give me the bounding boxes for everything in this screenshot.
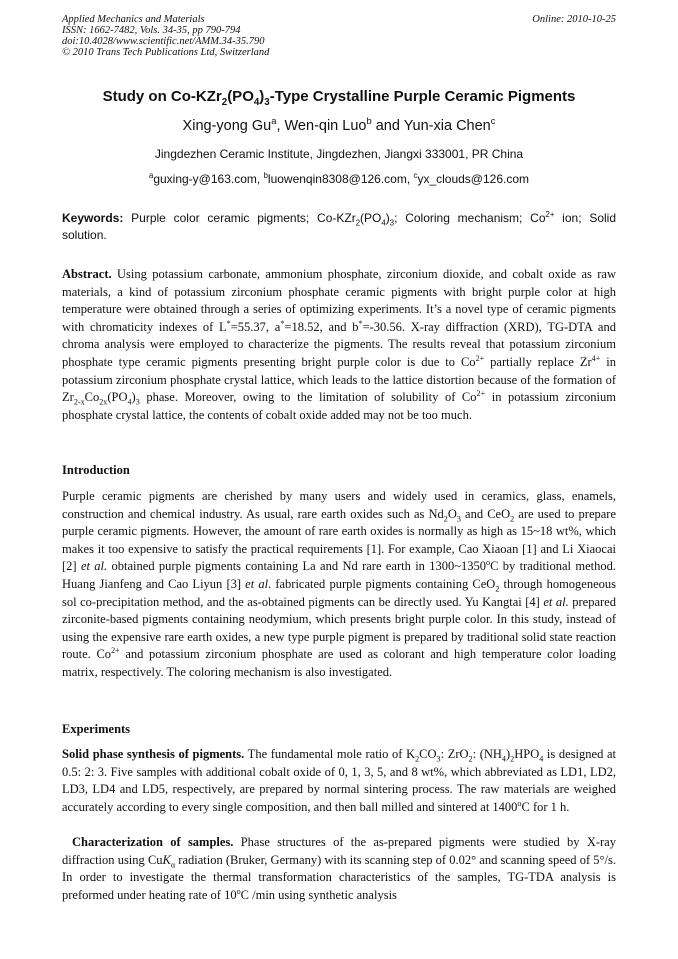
doi-line: doi:10.4028/www.scientific.net/AMM.34-35.790: [62, 36, 265, 47]
abstract-label: Abstract.: [62, 267, 112, 281]
online-date: Online: 2010-10-25: [532, 14, 616, 25]
copyright-line: © 2010 Trans Tech Publications Ltd, Switzerland: [62, 47, 270, 58]
introduction-heading: Introduction: [62, 463, 130, 477]
author-emails: $^a$guxing-y@163.com, $^b$luowenqin8308@126.com, $^c$yx_clouds@126.com: [148, 171, 530, 186]
solid-synthesis-paragraph: Solid phase synthesis of pigments. The fundamental mole ratio of $K_2CO_3$: ZrO$_2$: $(NH_4)_2HPO_4$ is designed at 0.5: 2: 3. Five samples with additional cobalt oxide of 0, 1, 3, 5, and 8 wt%, which abbreviated as LD1, LD2, LD3, LD4 and LD5, respectively, are prepared by normal sintering process. The raw materials are weighed accurately according to every single composition, and then ball milled and sintered at 1400$^o$C for 1 h.: [62, 747, 616, 814]
characterization-paragraph: Characterization of samples. Phase structures of the as-prepared pigments were studied by X-ray diffraction using CuK$_\alpha$ radiation (Bruker, Germany) with its scanning step of 0.02° and scanning speed of 5°/s. In order to investigate the thermal transformation characteristics of the samples, TG-TDA analysis is preformed under heating rate of 10$^o$C /min using synthetic analysis: [62, 835, 617, 902]
abstract: Abstract. Using potassium carbonate, ammonium phosphate, zirconium dioxide, and cobalt oxide as raw materials, a kind of potassium zirconium phosphate ceramic pigments with bright purple color at high temperature were obtained through a series of optimizing experiments. It’s a novel type of ceramic pigments with chromaticity indexes of L*=55.37, a*=18.52, and b*=-30.56. X-ray diffraction (XRD), TG-DTA and chroma analysis were employed to characterize the pigments. The results reveal that potassium zirconium phosphate type ceramic pigments presenting bright purple color is due to $Co^{2+}$ partially replace $Zr^{4+}$ in potassium zirconium phosphate crystal lattice, which leads to the lattice distortion because of the formation of $Zr_{2-x}Co_{2x}(PO_4)_3$ phase. Moreover, owing to the limitation of solubility of $Co^{2+}$ in potassium zirconium phosphate crystal lattice, the contents of cobalt oxide added may not be too much.: [62, 267, 616, 422]
paper-title: Study on $Co-KZr_2(PO_4)_3$-Type Crystalline Purple Ceramic Pigments: [102, 88, 576, 108]
characterization-label: Characterization of samples.: [72, 835, 234, 849]
publication-info: [62, 14, 616, 58]
author-list: Xing-yong Gu$^a$, Wen-qin Luo$^b$ and Yun-xia Chen$^c$: [182, 115, 496, 134]
keywords: Keywords: Purple color ceramic pigments; $Co-KZr_2(PO_4)_3$; Coloring mechanism; $Co^{2+}$ ion; Solid solution.: [62, 210, 616, 242]
solid-synthesis-label: Solid phase synthesis of pigments.: [62, 747, 245, 761]
issn-line: ISSN: 1662-7482, Vols. 34-35, pp 790-794: [62, 25, 241, 36]
introduction-paragraph: Purple ceramic pigments are cherished by many users and widely used in ceramics, glass, enamels, construction and chemical industry. As usual, rare earth oxides such as $Nd_2O_3$ and CeO$_2$ are used to prepare purple ceramic pigments. However, the amount of rare earth oxides is normally as high as 15~18 wt%, which makes it too expensive to satisfy the practical requirements [1]. For example, Cao Xiaoan [1] and Li Xiaocai [2] et al. obtained purple pigments containing La and Nd rare earth in 1300~1350$^o$C by traditional method. Huang Jianfeng and Cao Liyun [3] et al. fabricated purple pigments containing CeO$_2$ through homogeneous sol co-precipitation method, and the as-obtained pigments can be directly used. Yu Kangtai [4] et al. prepared zirconite-based pigments containing neodymium, which presents bright purple color. In this study, instead of using the expensive rare earth oxides, a new type purple pigment is prepared by traditional solid state reaction route. $Co^{2+}$ and potassium zirconium phosphate are used as colorant and high temperature color loading matrix, respectively. The coloring mechanism is also investigated.: [62, 489, 617, 679]
journal-name: Applied Mechanics and Materials: [62, 14, 205, 25]
affiliation: Jingdezhen Ceramic Institute, Jingdezhen, Jiangxi 333001, PR China: [154, 147, 524, 161]
experiments-heading: Experiments: [62, 722, 131, 736]
keywords-label: Keywords:: [62, 211, 124, 225]
